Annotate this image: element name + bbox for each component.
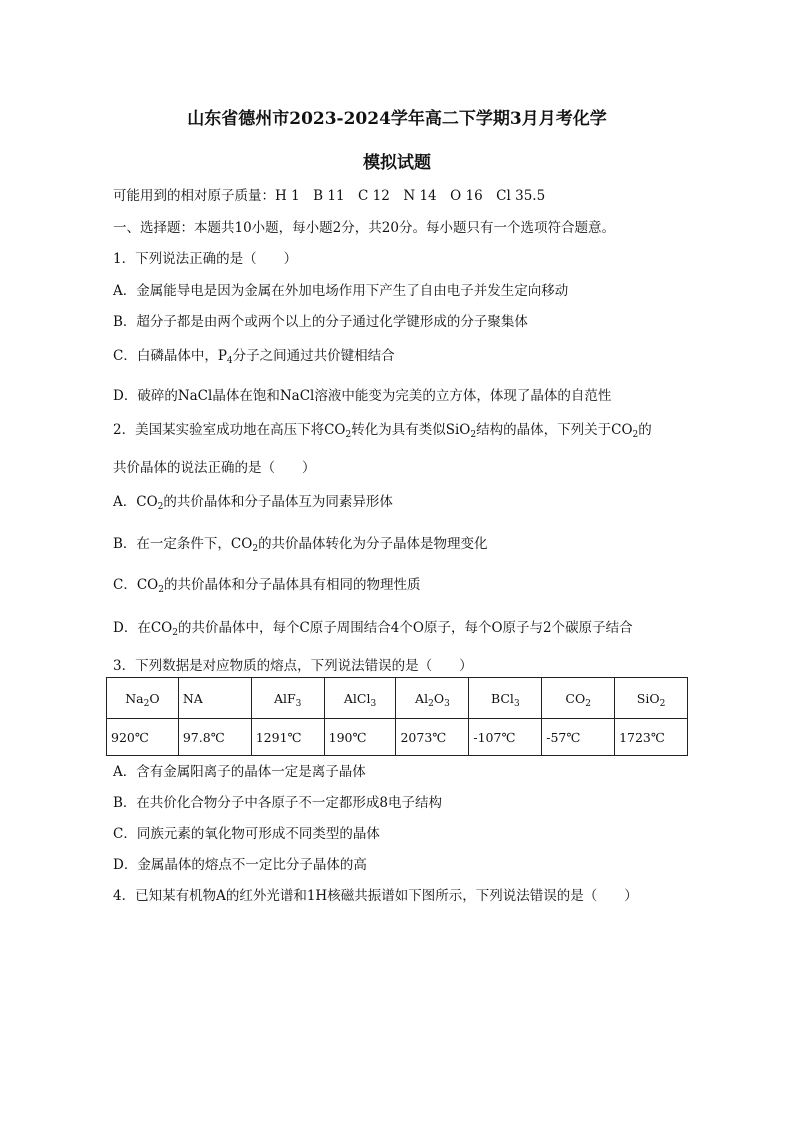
substance-cell: NA xyxy=(178,678,251,719)
substance-cell: $Na_2O$ xyxy=(107,678,179,719)
q2-stem-part: 2．美国某实验室成功地在高压下将CO xyxy=(113,422,346,438)
q2-option-c-text-tail: 的共价晶体和分子晶体具有相同的物理性质 xyxy=(163,577,421,593)
melting-point-cell: -107℃ xyxy=(469,719,542,756)
q3-stem: 3．下列数据是对应物质的熔点，下列说法错误的是（ ） xyxy=(113,658,473,674)
q3-option-a: A．含有金属阳离子的晶体一定是离子晶体 xyxy=(113,764,366,780)
q1-stem: 1．下列说法正确的是（ ） xyxy=(113,251,298,267)
document-title-line1: 山东省德州市2023-2024学年高二下学期3月月考化学 xyxy=(187,109,607,129)
q2-option-a-text: A．CO xyxy=(113,494,158,510)
substance-cell: AlCl$_3$ xyxy=(324,678,396,719)
q2-option-d-text: D．在CO xyxy=(113,620,173,636)
q2-stem-part: 的 xyxy=(638,422,652,438)
subscript: 2 xyxy=(157,502,164,512)
q1-option-a: A．金属能导电是因为金属在外加电场作用下产生了自由电子并发生定向移动 xyxy=(113,283,569,299)
substance-cell: $Al_2O_3$ xyxy=(396,678,469,719)
q2-option-d xyxy=(113,616,633,636)
q2-stem-part: 结构的晶体，下列关于CO xyxy=(476,422,633,438)
subscript: 2 xyxy=(172,628,178,638)
q2-stem-part: 转化为具有类似SiO xyxy=(351,422,471,438)
melting-point-cell: -57℃ xyxy=(542,719,615,756)
melting-point-cell: 2073℃ xyxy=(396,719,469,756)
q1-option-c xyxy=(113,344,395,364)
q4-stem: 4．已知某有机物A的红外光谱和1H核磁共振谱如下图所示，下列说法错误的是（ ） xyxy=(113,888,638,904)
substance-cell: $CO_2$ xyxy=(542,678,615,719)
q2-stem-continued: 共价晶体的说法正确的是（ ） xyxy=(113,460,316,476)
q3-option-d: D．金属晶体的熔点不一定比分子晶体的高 xyxy=(113,857,367,873)
melting-point-cell: 1723℃ xyxy=(615,719,688,756)
subscript: 4 xyxy=(226,356,233,366)
subscript: 2 xyxy=(470,430,477,440)
q2-option-b xyxy=(113,532,488,552)
melting-point-cell: 190℃ xyxy=(324,719,396,756)
melting-point-cell: 1291℃ xyxy=(251,719,324,756)
subscript: 2 xyxy=(632,430,639,440)
q2-option-c-text: C．CO xyxy=(113,577,159,593)
atomic-masses: 可能用到的相对原子质量：H 1 B 11 C 12 N 14 O 16 Cl 35.5 xyxy=(113,188,546,204)
q1-option-c-text-tail: 分子之间通过共价键相结合 xyxy=(232,348,395,364)
substance-cell: SiO$_2$ xyxy=(615,678,688,719)
q2-option-b-text-tail: 的共价晶体转化为分子晶体是物理变化 xyxy=(258,536,488,552)
q1-option-b: B．超分子都是由两个或两个以上的分子通过化学键形成的分子聚集体 xyxy=(113,314,528,330)
melting-point-table xyxy=(106,677,688,756)
q1-option-c-text: C．白磷晶体中，P xyxy=(113,348,227,364)
subscript: 2 xyxy=(252,544,259,554)
q2-option-a xyxy=(113,490,393,510)
substance-cell: AlF$_3$ xyxy=(251,678,324,719)
q2-stem xyxy=(113,418,652,438)
substance-cell: BCl$_3$ xyxy=(469,678,542,719)
section-heading: 一、选择题：本题共10小题，每小题2分，共20分。每小题只有一个选项符合题意。 xyxy=(113,220,615,236)
subscript: 2 xyxy=(158,585,164,595)
melting-point-cell: 97.8℃ xyxy=(178,719,251,756)
q2-option-d-text-tail: 的共价晶体中，每个C原子周围结合4个O原子，每个O原子与2个碳原子结合 xyxy=(177,620,633,636)
subscript: 2 xyxy=(345,430,352,440)
document-title-line2: 模拟试题 xyxy=(363,153,431,173)
melting-point-row xyxy=(107,719,688,756)
q3-option-c: C．同族元素的氧化物可形成不同类型的晶体 xyxy=(113,826,380,842)
q2-option-a-text-tail: 的共价晶体和分子晶体互为同素异形体 xyxy=(163,494,393,510)
melting-point-cell: 920℃ xyxy=(107,719,179,756)
q2-option-c xyxy=(113,573,420,593)
q2-option-b-text: B．在一定条件下，CO xyxy=(113,536,253,552)
substance-row xyxy=(107,678,688,719)
q1-option-d: D．破碎的NaCl晶体在饱和NaCl溶液中能变为完美的立方体，体现了晶体的自范性 xyxy=(113,388,612,404)
q3-option-b: B．在共价化合物分子中各原子不一定都形成8电子结构 xyxy=(113,795,443,811)
